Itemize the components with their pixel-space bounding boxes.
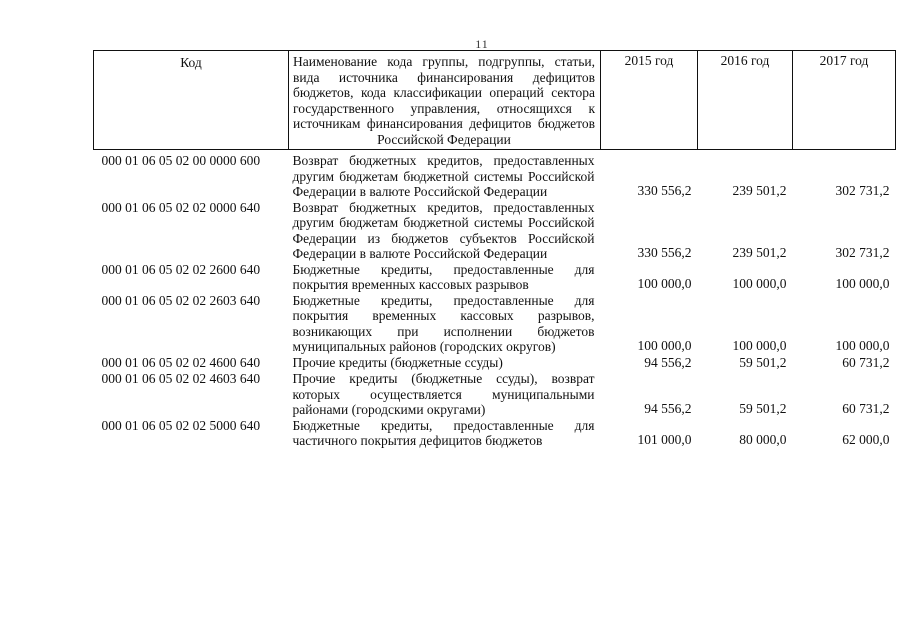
header-year-2015: 2015 год (601, 51, 698, 150)
row-value-2016: 59 501,2 (739, 401, 787, 416)
header-name: Наименование кода группы, подгруппы, статьи, вида источника финансирования дефицитов бюджетов, кода классификации операций сектора государственного управления, относящихся к источникам финансирования дефицитов бюджетов Российской Федерации (289, 51, 601, 150)
row-value-2017: 60 731,2 (842, 354, 890, 370)
row-value-2017: 302 731,2 (835, 245, 890, 260)
table-header-row (94, 51, 896, 150)
header-year-2016: 2016 год (698, 51, 793, 150)
row-value-2017: 60 731,2 (842, 401, 890, 416)
row-code: 000 01 06 05 02 02 4600 640 (101, 354, 261, 370)
row-value-2016: 80 000,0 (739, 432, 787, 447)
row-value-2016: 100 000,0 (732, 338, 787, 353)
row-value-2015: 330 556,2 (637, 183, 692, 198)
row-name: Бюджетные кредиты, предоставленные для покрытия временных кассовых разрывов (292, 261, 595, 292)
table-row (94, 355, 896, 372)
table-row (94, 293, 896, 355)
table-row (94, 371, 896, 418)
row-value-2016: 239 501,2 (732, 245, 787, 260)
row-value-2015: 101 000,0 (637, 432, 692, 447)
row-name: Бюджетные кредиты, предоставленные для покрытия временных кассовых разрывов, возникающих при исполнении бюджетов муниципальных районов (городских округов) (292, 292, 595, 354)
table-row (94, 262, 896, 293)
row-value-2017: 100 000,0 (835, 276, 890, 291)
row-code: 000 01 06 05 02 02 2603 640 (101, 292, 261, 308)
row-name: Возврат бюджетных кредитов, предоставленных другим бюджетам бюджетной системы Российской Федерации из бюджетов субъектов Российской Федерации в валюте Российской Федерации (292, 199, 595, 261)
row-name: Прочие кредиты (бюджетные ссуды) (292, 354, 503, 370)
page-number: 11 (475, 37, 489, 51)
header-code: Код (94, 51, 289, 150)
row-code: 000 01 06 05 02 00 0000 600 (101, 153, 261, 168)
table-row (94, 418, 896, 449)
header-year-2017: 2017 год (793, 51, 896, 150)
row-name: Бюджетные кредиты, предоставленные для частичного покрытия дефицитов бюджетов (292, 417, 595, 448)
row-value-2015: 100 000,0 (637, 338, 692, 353)
row-code: 000 01 06 05 02 02 2600 640 (101, 261, 261, 277)
row-name: Возврат бюджетных кредитов, предоставленных другим бюджетам бюджетной системы Российской Федерации в валюте Российской Федерации (292, 153, 595, 199)
row-name: Прочие кредиты (бюджетные ссуды), возврат которых осуществляется муниципальными районами (городскими округами) (292, 371, 595, 417)
budget-sources-table (93, 50, 896, 449)
row-value-2017: 302 731,2 (835, 183, 890, 198)
row-value-2016: 239 501,2 (732, 183, 787, 198)
row-code: 000 01 06 05 02 02 4603 640 (101, 371, 261, 386)
row-value-2015: 330 556,2 (637, 245, 692, 260)
row-code: 000 01 06 05 02 02 0000 640 (101, 199, 261, 215)
row-value-2016: 100 000,0 (732, 276, 787, 291)
row-value-2016: 59 501,2 (739, 354, 787, 370)
table-row (94, 200, 896, 262)
row-value-2015: 100 000,0 (637, 276, 692, 291)
table-row (94, 150, 896, 200)
row-code: 000 01 06 05 02 02 5000 640 (101, 417, 261, 433)
row-value-2017: 100 000,0 (835, 338, 890, 353)
row-value-2015: 94 556,2 (644, 354, 692, 370)
row-value-2015: 94 556,2 (644, 401, 692, 416)
row-value-2017: 62 000,0 (842, 432, 890, 447)
